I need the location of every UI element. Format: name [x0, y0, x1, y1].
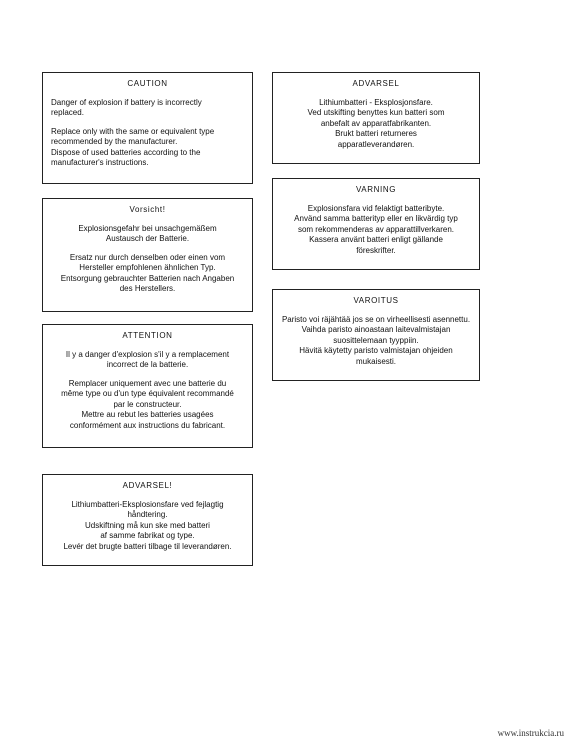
advarsel-da-box: [42, 474, 253, 566]
vorsicht-title: Vorsicht!: [129, 205, 166, 214]
attention-text-2: Remplacer uniquement avec une batterie du même type ou d'un type équivalent recommandé par le constructeur. Mettre au rebut les batteries usagées conformément aux instructions du fabricant.: [61, 378, 234, 430]
varoitus-title: VAROITUS: [353, 296, 399, 305]
attention-title: ATTENTION: [122, 331, 173, 340]
advarsel-no-box: [272, 72, 480, 164]
attention-text-1: Il y a danger d'explosion s'il y a remplacement incorrect de la batterie.: [65, 349, 230, 369]
caution-text-1: Danger of explosion if battery is incorrectly replaced.: [51, 97, 202, 117]
varning-text: Explosionsfara vid felaktigt batteribyte. Använd samma batterityp eller en likvärdig typ som rekommenderas av apparattillverkaren. Kassera använt batteri enligt gällande föreskrifter.: [294, 203, 458, 255]
attention-box: [42, 324, 253, 448]
caution-title: CAUTION: [127, 79, 168, 88]
varoitus-box: [272, 289, 480, 381]
varning-box: [272, 178, 480, 270]
advarsel-no-text: Lithiumbatteri - Eksplosjonsfare. Ved utskifting benyttes kun batteri som anbefalt av apparatfabrikanten. Brukt batteri returneres apparatleverandøren.: [307, 97, 445, 149]
varoitus-text: Paristo voi räjähtää jos se on virheellisesti asennettu. Vaihda paristo ainoastaan laitevalmistajan suosittelemaan tyyppiin. Hävitä käytetty paristo valmistajan ohjeiden mukaisesti.: [281, 314, 471, 366]
varning-title: VARNING: [355, 185, 397, 194]
vorsicht-text-1: Explosionsgefahr bei unsachgemäßem Austausch der Batterie.: [78, 223, 217, 243]
advarsel-da-title: ADVARSEL!: [122, 481, 173, 490]
caution-box: [42, 72, 253, 184]
advarsel-da-text: Lithiumbatteri-Eksplosionsfare ved fejlagtig håndtering. Udskiftning må kun ske med batteri af samme fabrikat og type. Levér det brugte batteri tilbage til leverandøren.: [63, 499, 232, 551]
vorsicht-text-2: Ersatz nur durch denselben oder einen vom Hersteller empfohlenen ähnlichen Typ. Entsorgung gebrauchter Batterien nach Angaben des Herstellers.: [60, 252, 235, 293]
caution-text-2: Replace only with the same or equivalent type recommended by the manufacturer. Dispose of used batteries according to the manufacturer's instructions.: [51, 126, 215, 167]
advarsel-no-title: ADVARSEL: [352, 79, 400, 88]
vorsicht-box: [42, 198, 253, 312]
footer-watermark: www.instrukcia.ru: [497, 728, 564, 738]
